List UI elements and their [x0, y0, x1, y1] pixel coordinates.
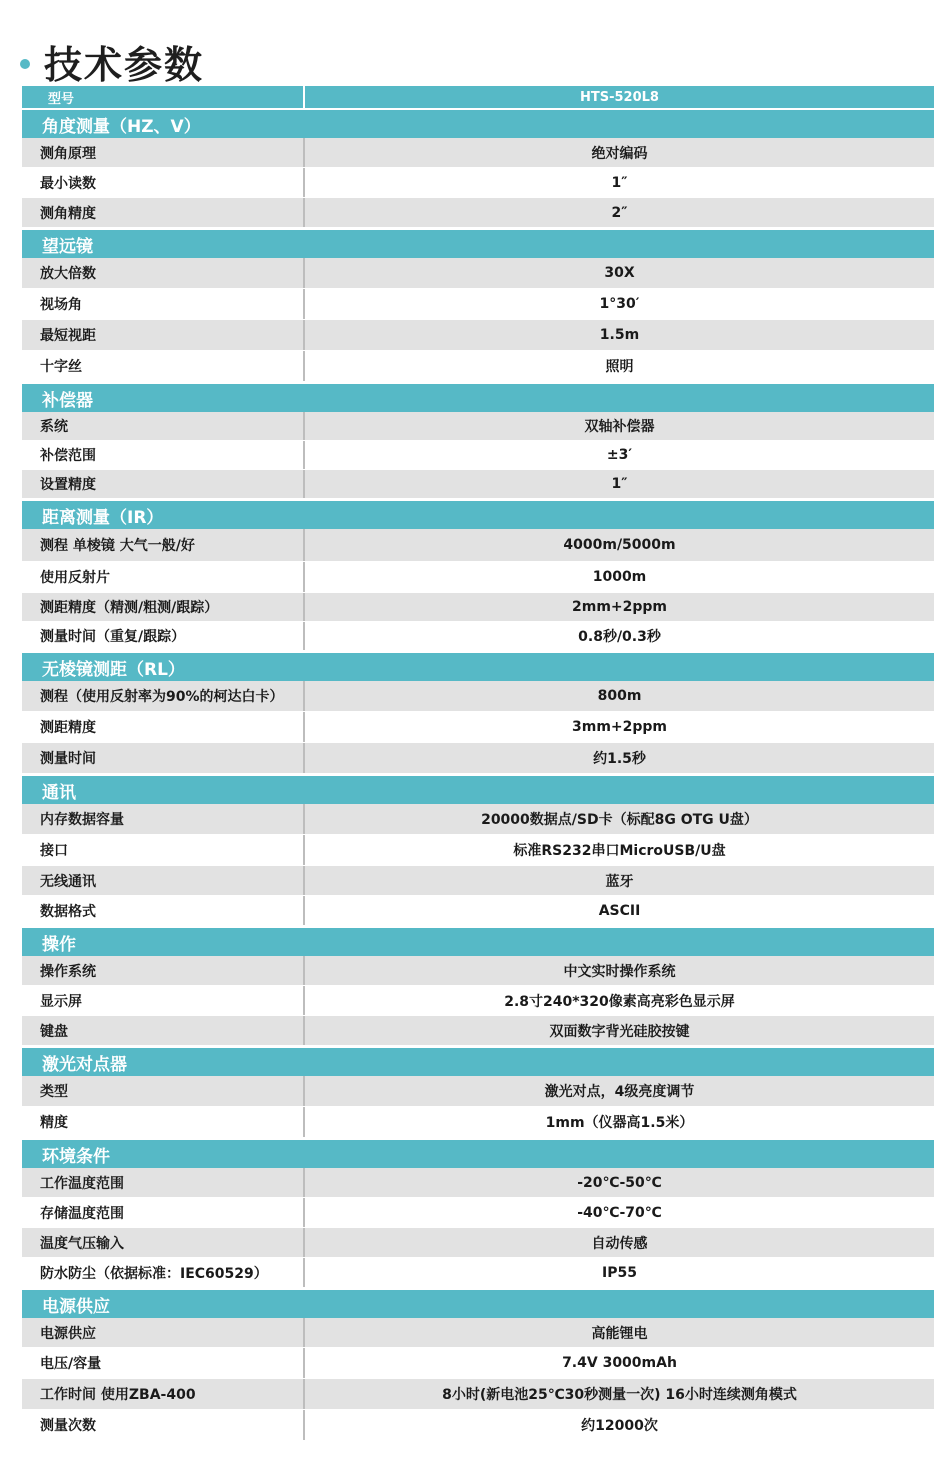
table-row	[22, 1379, 934, 1410]
spec-value: 1″	[611, 476, 628, 492]
spec-value: 1°30′	[599, 296, 640, 312]
table-row	[22, 289, 934, 320]
spec-value: 标准RS232串口MicroUSB/U盘	[513, 843, 726, 859]
section-header: 距离测量（IR）	[22, 501, 934, 529]
spec-value: 800m	[597, 688, 642, 704]
table-row	[22, 470, 934, 499]
table-row	[22, 743, 934, 774]
spec-label: 测程（使用反射率为90%的柯达白卡）	[22, 681, 305, 711]
section-header: 通讯	[22, 776, 934, 804]
table-header-row	[22, 86, 934, 108]
spec-label: 最小读数	[22, 168, 305, 197]
spec-label: 测量时间（重复/跟踪）	[22, 622, 305, 650]
table-row	[22, 1168, 934, 1198]
spec-value: 2″	[611, 204, 628, 221]
spec-label: 十字丝	[22, 351, 305, 381]
spec-label: 工作温度范围	[22, 1168, 305, 1197]
spec-value: 2.8寸240*320像素高亮彩色显示屏	[504, 993, 735, 1010]
spec-label: 视场角	[22, 289, 305, 319]
spec-value: 1″	[611, 174, 628, 191]
table-row	[22, 835, 934, 866]
table-row	[22, 1198, 934, 1228]
spec-value: IP55	[602, 1264, 637, 1281]
spec-label: 放大倍数	[22, 258, 305, 288]
page-title: 技术参数	[44, 42, 205, 87]
spec-value: 约1.5秒	[593, 751, 646, 767]
spec-label: 内存数据容量	[22, 804, 305, 834]
spec-label: 温度气压输入	[22, 1228, 305, 1257]
spec-value: 3mm+2ppm	[571, 719, 668, 735]
table-row	[22, 529, 934, 562]
spec-value: 0.8秒/0.3秒	[578, 629, 661, 645]
spec-value: 1.5m	[599, 327, 640, 343]
bullet-dot-icon	[20, 59, 30, 69]
spec-label: 测角原理	[22, 138, 305, 167]
spec-value: 双面数字背光硅胶按键	[549, 1023, 690, 1040]
spec-value: 30X	[604, 265, 635, 281]
spec-label: 类型	[22, 1076, 305, 1106]
spec-label: 补偿范围	[22, 441, 305, 469]
spec-value: 高能锂电	[591, 1325, 648, 1342]
spec-label: 无线通讯	[22, 866, 305, 895]
spec-label: 测量次数	[22, 1410, 305, 1440]
spec-label: 测量时间	[22, 743, 305, 773]
spec-sections	[22, 110, 934, 1441]
table-row	[22, 712, 934, 743]
section-header: 电源供应	[22, 1290, 934, 1318]
table-row	[22, 622, 934, 651]
spec-label: 设置精度	[22, 470, 305, 498]
spec-label: 使用反射片	[22, 562, 305, 592]
spec-label: 电源供应	[22, 1318, 305, 1347]
spec-label: 测距精度	[22, 712, 305, 742]
spec-value: 1000m	[592, 569, 647, 585]
table-row	[22, 441, 934, 470]
table-row	[22, 1228, 934, 1258]
spec-value: 8小时(新电池25℃30秒测量一次) 16小时连续测角模式	[442, 1387, 797, 1403]
spec-value: 双轴补偿器	[584, 419, 655, 435]
table-row	[22, 168, 934, 198]
table-row	[22, 198, 934, 228]
spec-value: ASCII	[598, 902, 641, 919]
table-row	[22, 986, 934, 1016]
section-header: 补偿器	[22, 384, 934, 412]
spec-label: 接口	[22, 835, 305, 865]
table-row	[22, 1258, 934, 1288]
spec-value: 绝对编码	[591, 145, 648, 162]
table-row	[22, 1076, 934, 1107]
section-header: 无棱镜测距（RL）	[22, 653, 934, 681]
section-header: 环境条件	[22, 1140, 934, 1168]
section-header: 激光对点器	[22, 1048, 934, 1076]
table-row	[22, 351, 934, 382]
spec-value: 约12000次	[581, 1418, 658, 1434]
spec-value: 20000数据点/SD卡（标配8G OTG U盘）	[481, 812, 758, 828]
table-row	[22, 956, 934, 986]
spec-value: -20℃-50℃	[577, 1174, 662, 1191]
table-row	[22, 320, 934, 351]
spec-label: 防水防尘（依据标准：IEC60529）	[22, 1258, 305, 1287]
spec-value: 1mm（仪器高1.5米）	[545, 1115, 694, 1131]
spec-value: 7.4V 3000mAh	[562, 1355, 677, 1371]
spec-label: 显示屏	[22, 986, 305, 1015]
spec-label: 最短视距	[22, 320, 305, 350]
section-header: 角度测量（HZ、V）	[22, 110, 934, 138]
spec-label: 存储温度范围	[22, 1198, 305, 1227]
table-row	[22, 258, 934, 289]
spec-value: 激光对点，4级亮度调节	[544, 1084, 695, 1100]
spec-label: 测程 单棱镜 大气一般/好	[22, 529, 305, 561]
spec-label: 电压/容量	[22, 1348, 305, 1378]
table-row	[22, 866, 934, 896]
section-header: 望远镜	[22, 230, 934, 258]
table-row	[22, 896, 934, 926]
spec-value: 自动传感	[591, 1235, 648, 1252]
spec-value: 2mm+2ppm	[571, 599, 668, 615]
spec-value: ±3′	[606, 447, 633, 463]
spec-label: 数据格式	[22, 896, 305, 925]
spec-label: 键盘	[22, 1016, 305, 1045]
spec-label: 系统	[22, 412, 305, 440]
spec-label: 测距精度（精测/粗测/跟踪）	[22, 593, 305, 621]
spec-value: 照明	[605, 359, 634, 375]
spec-value: -40℃-70℃	[577, 1204, 662, 1221]
header-key: 型号	[22, 86, 305, 108]
table-row	[22, 1348, 934, 1379]
header-value: HTS-520L8	[580, 89, 659, 105]
section-header: 操作	[22, 928, 934, 956]
spec-label: 测角精度	[22, 198, 305, 227]
table-row	[22, 1410, 934, 1441]
spec-label: 工作时间 使用ZBA-400	[22, 1379, 305, 1409]
table-row	[22, 804, 934, 835]
spec-table	[22, 86, 934, 1441]
table-row	[22, 681, 934, 712]
table-row	[22, 593, 934, 622]
table-row	[22, 562, 934, 593]
table-row	[22, 1016, 934, 1046]
table-row	[22, 1107, 934, 1138]
spec-label: 精度	[22, 1107, 305, 1137]
table-row	[22, 1318, 934, 1348]
spec-value: 蓝牙	[605, 873, 634, 890]
table-row	[22, 138, 934, 168]
spec-value: 4000m/5000m	[563, 537, 676, 553]
page-title-block	[20, 36, 204, 86]
spec-value: 中文实时操作系统	[563, 963, 676, 980]
spec-label: 操作系统	[22, 956, 305, 985]
table-row	[22, 412, 934, 441]
